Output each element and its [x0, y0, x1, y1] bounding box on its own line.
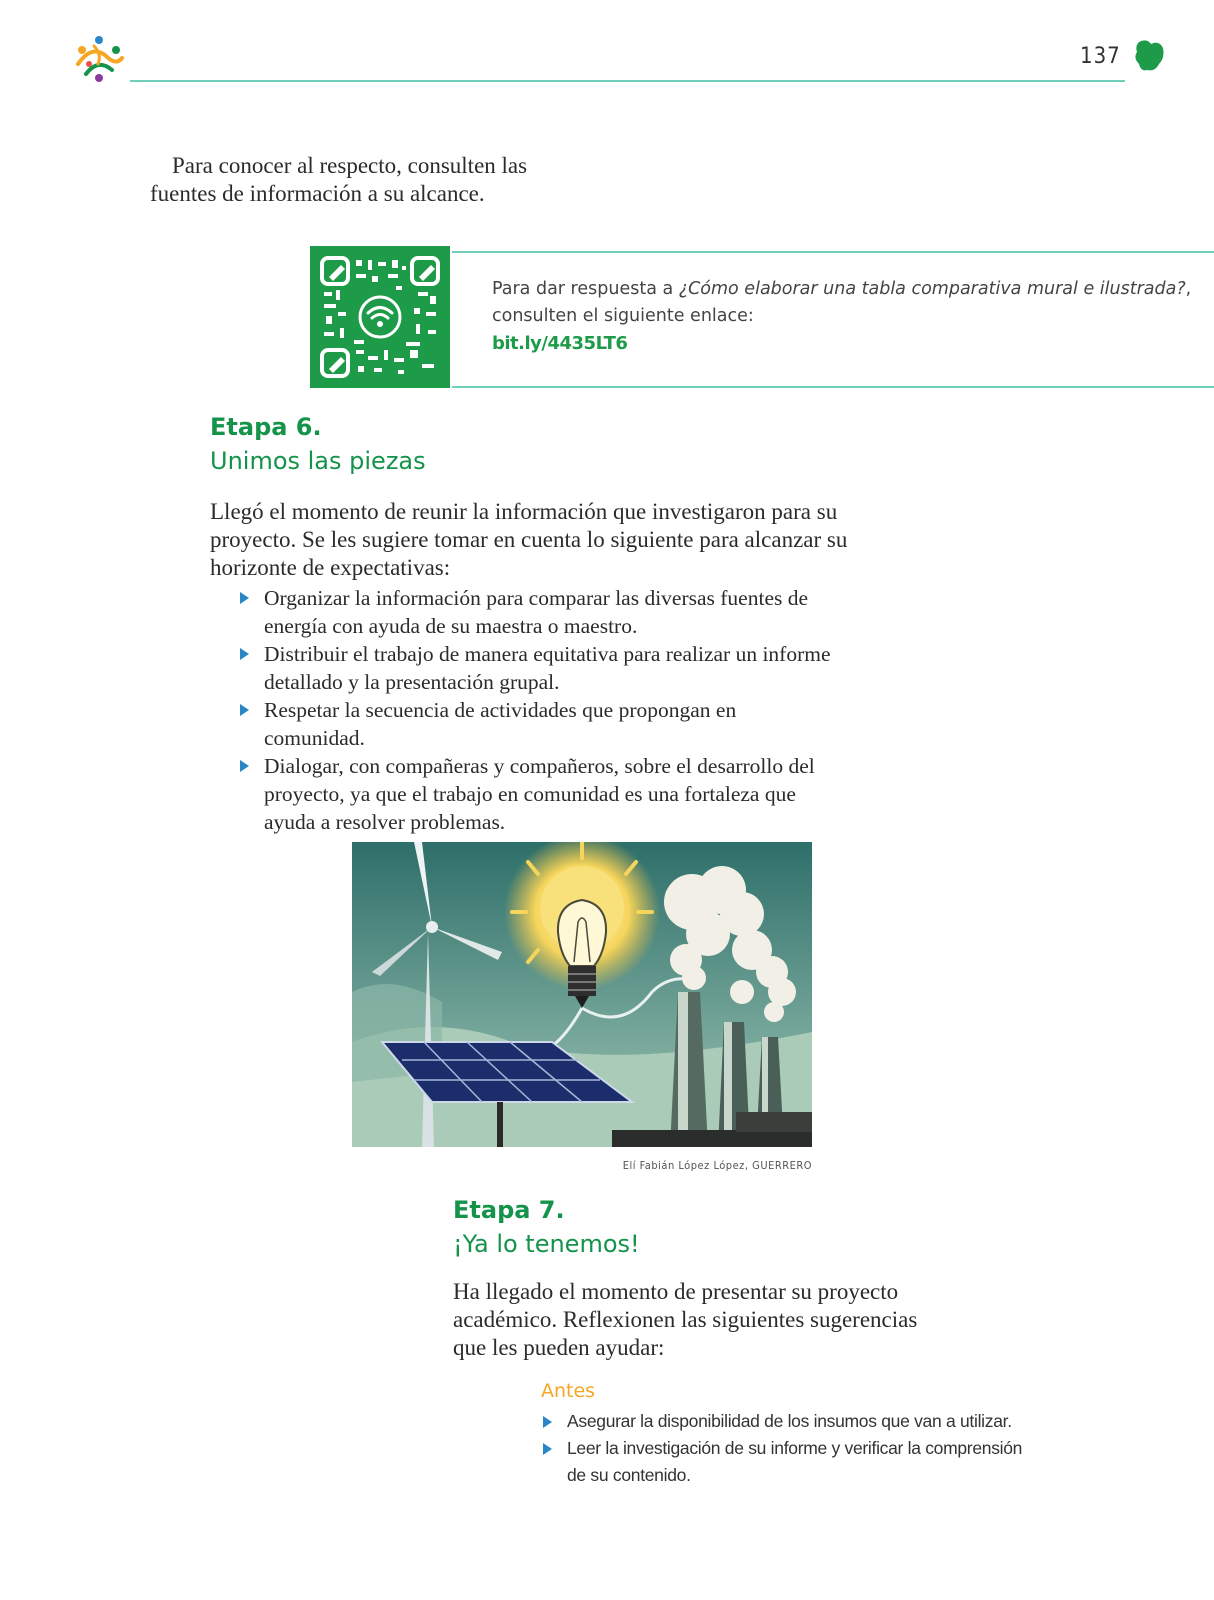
stage-7-label: Etapa 7. — [453, 1196, 565, 1224]
stage-7-paragraph: Ha llegado el momento de presentar su proyecto académico. Reflexionen las siguientes sugerencias que les pueden ayudar: — [453, 1279, 918, 1360]
energy-illustration — [352, 842, 812, 1147]
intro-line-2: fuentes de información a su alcance. — [150, 181, 485, 206]
qr-rule-top — [452, 251, 1214, 253]
qr-caption — [492, 276, 1192, 357]
qr-code[interactable] — [310, 246, 450, 388]
qr-rule-bottom — [452, 386, 1214, 388]
qr-question: ¿Cómo elaborar una tabla comparativa mural e ilustrada? — [678, 279, 1186, 299]
bullet-arrow-icon — [543, 1416, 552, 1428]
list-item: Leer la investigación de su informe y verificar la comprensión de su contenido. — [541, 1435, 1041, 1489]
qr-link[interactable]: bit.ly/4435LT6 — [492, 333, 628, 354]
list-item: Respetar la secuencia de actividades que propongan en comunidad. — [238, 696, 838, 752]
intro-paragraph — [150, 152, 570, 208]
stage-7-heading — [453, 1193, 640, 1261]
stage-6-label: Etapa 6. — [210, 413, 322, 441]
antes-list — [541, 1408, 1041, 1489]
bullet-arrow-icon — [240, 648, 249, 660]
list-item: Organizar la información para comparar las diversas fuentes de energía con ayuda de su maestra o maestro. — [238, 584, 838, 640]
bullet-arrow-icon — [240, 760, 249, 772]
stage-6-heading — [210, 410, 426, 478]
stage-7-title: ¡Ya lo tenemos! — [453, 1230, 640, 1258]
image-credit: Elí Fabián López López, GUERRERO — [622, 1159, 812, 1172]
qr-code-icon — [310, 246, 450, 388]
list-item: Distribuir el trabajo de manera equitativa para realizar un informe detallado y la presentación grupal. — [238, 640, 838, 696]
page-number: 137 — [1080, 44, 1121, 69]
bullet-arrow-icon — [240, 704, 249, 716]
logo-icon — [72, 34, 126, 84]
qr-caption-text: Para dar respuesta a ¿Cómo elaborar una tabla comparativa mural e ilustrada?, consulten el siguiente enlace: — [492, 279, 1192, 326]
stage-6-list — [238, 584, 838, 836]
list-item: Dialogar, con compañeras y compañeros, sobre el desarrollo del proyecto, ya que el trabajo en comunidad es una fortaleza que ayuda a resolver problemas. — [238, 752, 838, 836]
green-blob-icon — [1133, 38, 1165, 74]
bullet-arrow-icon — [240, 592, 249, 604]
stage-6-title: Unimos las piezas — [210, 447, 426, 475]
intro-line-1: Para conocer al respecto, consulten las — [172, 153, 528, 178]
list-item: Asegurar la disponibilidad de los insumos que van a utilizar. — [541, 1408, 1041, 1435]
header-rule — [130, 80, 1125, 82]
bullet-arrow-icon — [543, 1443, 552, 1455]
stage-6-paragraph: Llegó el momento de reunir la información que investigaron para su proyecto. Se les sugiere tomar en cuenta lo siguiente para alcanzar su horizonte de expectativas: — [210, 499, 848, 580]
antes-heading: Antes — [541, 1380, 596, 1402]
